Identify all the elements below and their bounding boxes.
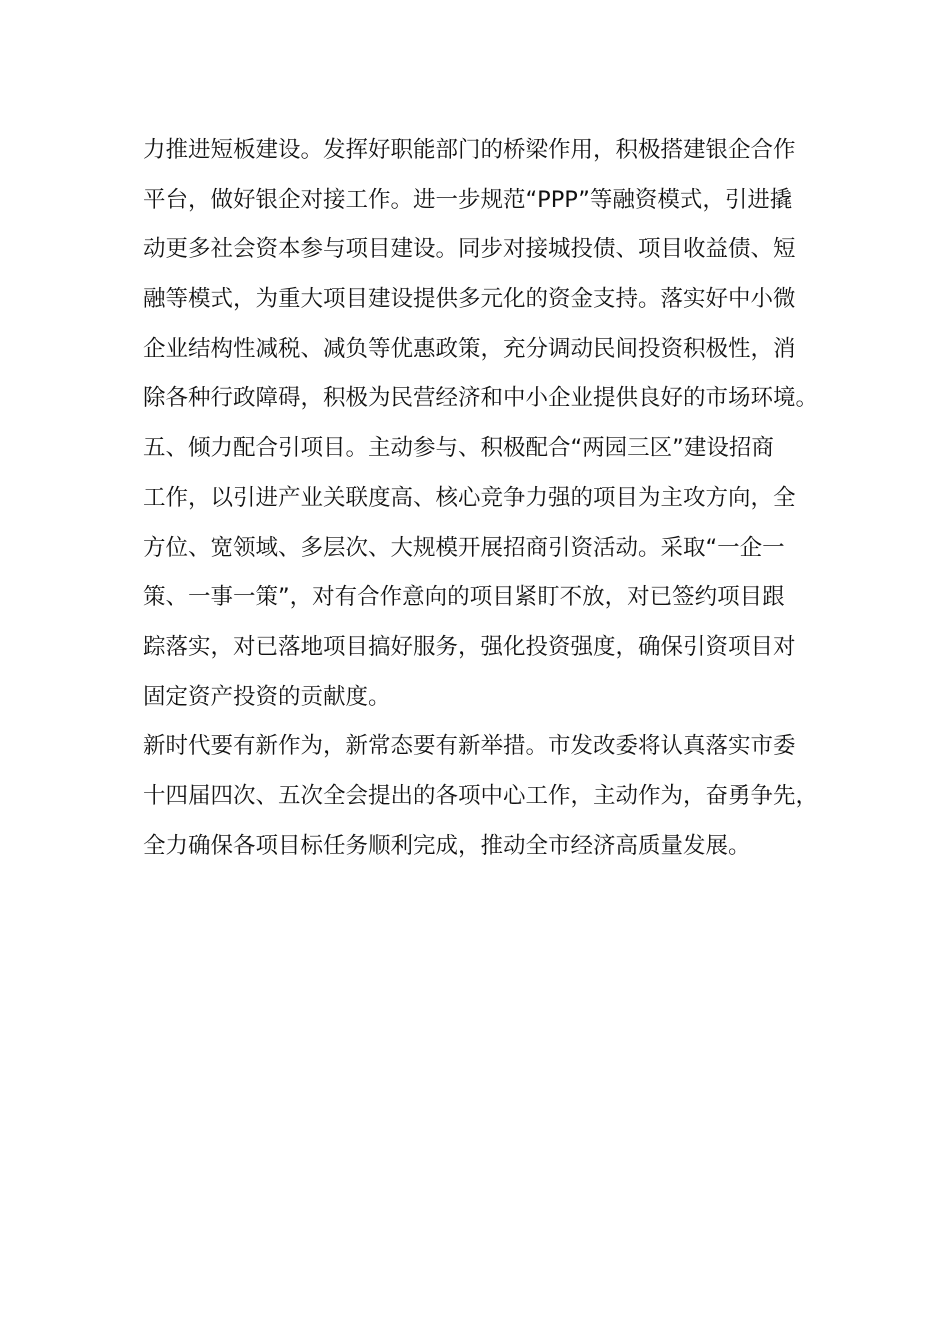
conclusion-line: 新时代要有新作为，新常态要有新举措。市发改委将认真落实市委 [143,733,796,760]
section-heading-line: 五、倾力配合引项目。主动参与、积极配合“两园三区”建设招商 [143,435,774,462]
text-line: 踪落实，对已落地项目搞好服务，强化投资强度，确保引资项目对 [143,633,796,660]
text-line: 企业结构性减税、减负等优惠政策，充分调动民间投资积极性，消 [143,335,796,362]
document-body [143,126,823,871]
text-line: 十四届四次、五次全会提出的各项中心工作，主动作为，奋勇争先， [143,782,819,809]
text-line: 工作，以引进产业关联度高、核心竞争力强的项目为主攻方向，全 [143,484,796,511]
text-line: 策、一事一策”，对有合作意向的项目紧盯不放，对已签约项目跟 [143,584,785,611]
text-line: 固定资产投资的贡献度。 [143,683,391,710]
text-line: 动更多社会资本参与项目建设。同步对接城投债、项目收益债、短 [143,236,796,263]
text-line: 平台，做好银企对接工作。进一步规范“PPP”等融资模式，引进撬 [143,186,793,213]
text-line: 全力确保各项目标任务顺利完成，推动全市经济高质量发展。 [143,832,751,859]
text-line: 除各种行政障碍，积极为民营经济和中小企业提供良好的市场环境。 [143,385,819,412]
text-line: 力推进短板建设。发挥好职能部门的桥梁作用，积极搭建银企合作 [143,137,796,163]
text-line: 融等模式，为重大项目建设提供多元化的资金支持。落实好中小微 [143,286,796,313]
text-line: 方位、宽领域、多层次、大规模开展招商引资活动。采取“一企一 [143,534,785,561]
